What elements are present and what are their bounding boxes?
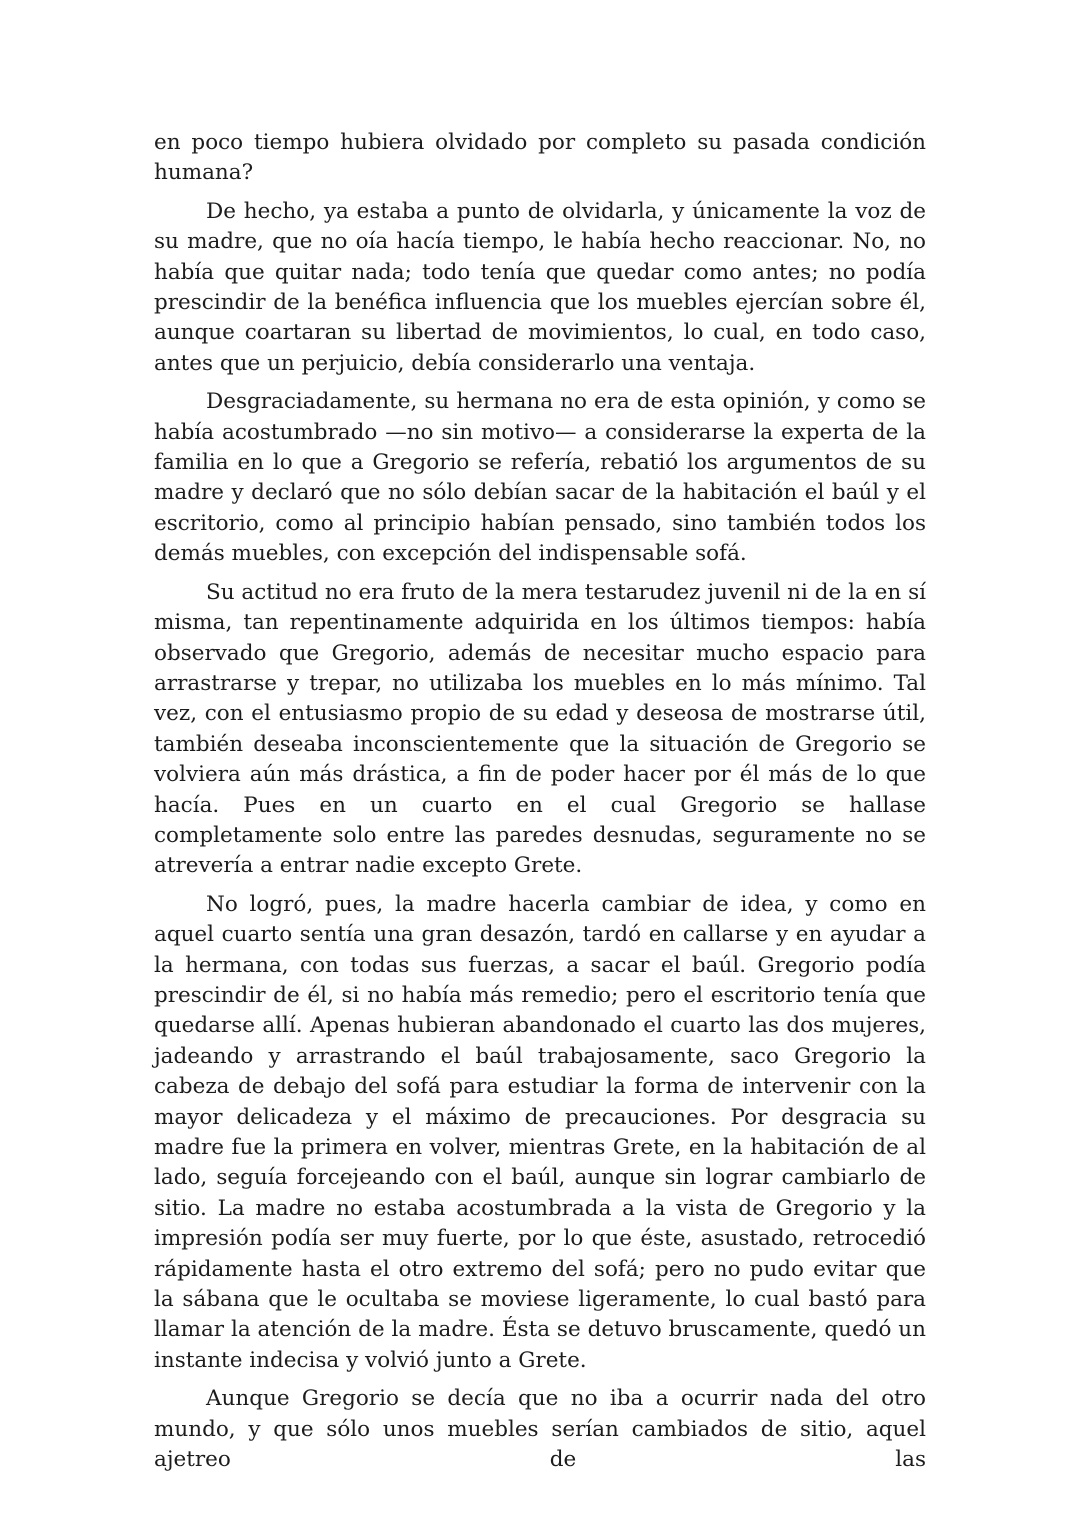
paragraph-continuation: en poco tiempo hubiera olvidado por completo su pasada condición humana? [154, 130, 926, 186]
paragraph: De hecho, ya estaba a punto de olvidarla, y únicamente la voz de su madre, que no oía hacía tiempo, le había hecho reaccionar. No, no había que quitar nada; todo tenía que quedar como antes; no podía prescindir de la benéfica influencia que los muebles ejercían sobre él, aunque coartaran su libertad de movimientos, lo cual, en todo caso, antes que un perjuicio, debía considerarlo una ventaja. [154, 198, 926, 376]
paragraph: Su actitud no era fruto de la mera testarudez juvenil ni de la en sí misma, tan repentinamente adquirida en los últimos tiempos: había observado que Gregorio, además de necesitar mucho espacio para arrastrarse y trepar, no utilizaba los muebles en lo más mínimo. Tal vez, con el entusiasmo propio de su edad y deseosa de mostrarse útil, también deseaba inconscientemente que la situación de Gregorio se volviera aún más drástica, a fin de poder hacer por él más de lo que hacía. Pues en un cuarto en el cual Gregorio se hallase completamente solo entre las paredes desnudas, seguramente no se atrevería a entrar nadie excepto Grete. [154, 579, 926, 879]
page-body [154, 128, 926, 1475]
paragraph: Desgraciadamente, su hermana no era de esta opinión, y como se había acostumbrado —no sin motivo— a considerarse la experta de la familia en lo que a Gregorio se refería, rebatió los argumentos de su madre y declaró que no sólo debían sacar de la habitación el baúl y el escritorio, como al principio habían pensado, sino también todos los demás muebles, con excepción del indispensable sofá. [154, 389, 926, 567]
paragraph-continues: Aunque Gregorio se decía que no iba a ocurrir nada del otro mundo, y que sólo unos muebles serían cambiados de sitio, aquel ajetreo de las [154, 1386, 926, 1473]
paragraph: No logró, pues, la madre hacerla cambiar de idea, y como en aquel cuarto sentía una gran desazón, tardó en callarse y en ayudar a la hermana, con todas sus fuerzas, a sacar el baúl. Gregorio podía prescindir de él, si no había más remedio; pero el escritorio tenía que quedarse allí. Apenas hubieran abandonado el cuarto las dos mujeres, jadeando y arrastrando el baúl trabajosamente, saco Gregorio la cabeza de debajo del sofá para estudiar la forma de intervenir con la mayor delicadeza y el máximo de precauciones. Por desgracia su madre fue la primera en volver, mientras Grete, en la habitación de al lado, seguía forcejeando con el baúl, aunque sin lograr cambiarlo de sitio. La madre no estaba acostumbrada a la vista de Gregorio y la impresión podía ser muy fuerte, por lo que éste, asustado, retrocedió rápidamente hasta el otro extremo del sofá; pero no pudo evitar que la sábana que le ocultaba se moviese ligeramente, lo cual bastó para llamar la atención de la madre. Ésta se detuvo bruscamente, quedó un instante indecisa y volvió junto a Grete. [154, 891, 926, 1373]
